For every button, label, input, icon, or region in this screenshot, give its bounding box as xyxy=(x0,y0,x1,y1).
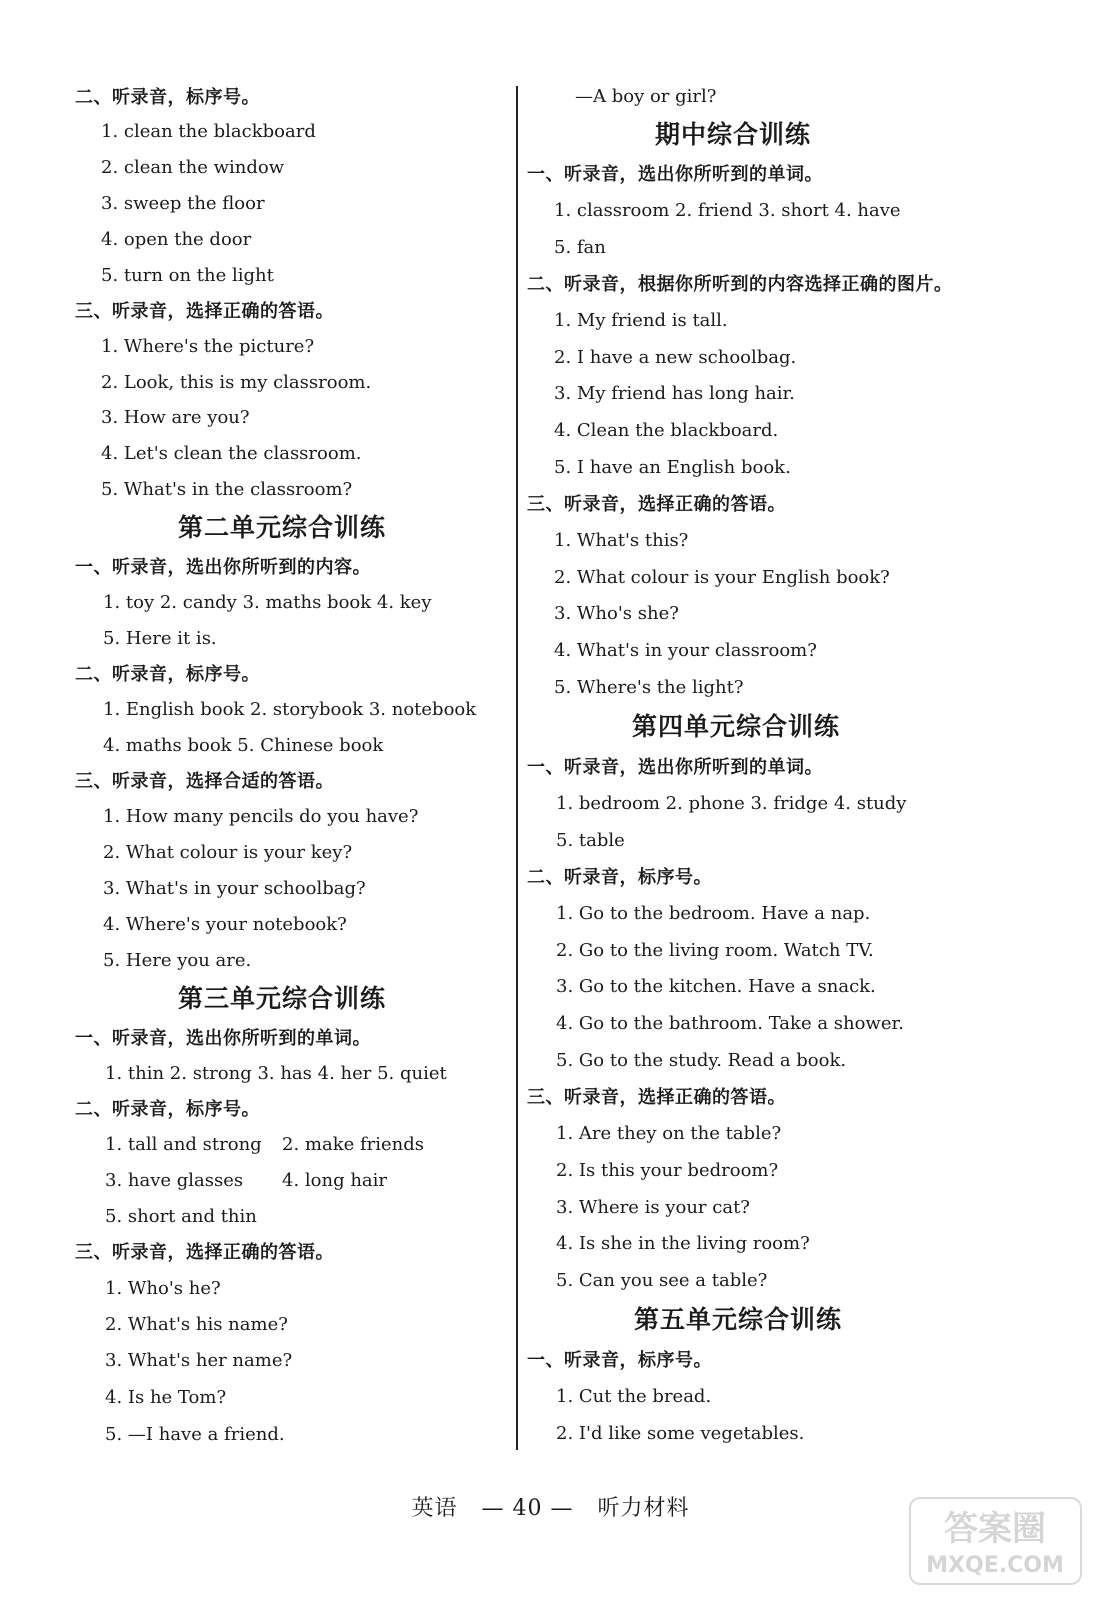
section-heading: 一、听录音，标序号。 xyxy=(527,1350,712,1371)
list-item: 5. Where's the light? xyxy=(554,677,744,698)
section-heading: 二、听录音，标序号。 xyxy=(75,1099,260,1120)
list-item: 4. Is he Tom? xyxy=(105,1387,227,1408)
section-heading: 三、听录音，选择合适的答语。 xyxy=(75,771,334,792)
list-item: 3. How are you? xyxy=(101,407,250,428)
list-item: 4. Where's your notebook? xyxy=(103,914,347,935)
list-item: 4. open the door xyxy=(101,229,252,250)
unit-title: 第四单元综合训练 xyxy=(632,712,841,741)
section-heading: 一、听录音，选出你所听到的单词。 xyxy=(527,164,823,185)
section-heading: 三、听录音，选择正确的答语。 xyxy=(527,494,786,515)
list-item: 5. Go to the study. Read a book. xyxy=(556,1050,847,1071)
list-item: 1. Go to the bedroom. Have a nap. xyxy=(556,903,871,924)
list-item: 2. Is this your bedroom? xyxy=(556,1160,779,1181)
list-item: 4. Is she in the living room? xyxy=(556,1233,810,1254)
section-heading: 三、听录音，选择正确的答语。 xyxy=(75,1242,334,1263)
section-heading: 一、听录音，选出你所听到的内容。 xyxy=(75,557,371,578)
list-item: 5. table xyxy=(556,830,625,851)
watermark-logo xyxy=(908,1496,1083,1586)
section-heading: 二、听录音，根据你所听到的内容选择正确的图片。 xyxy=(527,274,953,295)
list-item: 5. short and thin xyxy=(105,1206,257,1227)
list-item: 5. Here it is. xyxy=(103,628,217,649)
list-item: 5. —I have a friend. xyxy=(105,1424,285,1445)
section-heading: 二、听录音，标序号。 xyxy=(75,87,260,108)
list-item: 2. I have a new schoolbag. xyxy=(554,347,797,368)
list-item: 3. Who's she? xyxy=(554,603,679,624)
list-item: 5. What's in the classroom? xyxy=(101,479,353,500)
list-item: 1. toy 2. candy 3. maths book 4. key xyxy=(103,592,432,613)
list-item: 1. How many pencils do you have? xyxy=(103,806,419,827)
list-item: 1. What's this? xyxy=(554,530,689,551)
svg-text:MXQE.COM: MXQE.COM xyxy=(926,1553,1064,1578)
list-item: 3. What's her name? xyxy=(105,1350,293,1371)
list-item: 4. Go to the bathroom. Take a shower. xyxy=(556,1013,904,1034)
section-heading: 一、听录音，选出你所听到的单词。 xyxy=(75,1028,371,1049)
list-item: 4. long hair xyxy=(282,1170,388,1191)
list-item: 4. maths book 5. Chinese book xyxy=(103,735,384,756)
column-divider xyxy=(516,86,518,1450)
list-item: 1. tall and strong xyxy=(105,1134,262,1155)
list-item: 2. What colour is your key? xyxy=(103,842,353,863)
list-item: 4. What's in your classroom? xyxy=(554,640,817,661)
section-heading: 二、听录音，标序号。 xyxy=(527,867,712,888)
section-heading: 三、听录音，选择正确的答语。 xyxy=(527,1087,786,1108)
list-item: 2. clean the window xyxy=(101,157,285,178)
list-item: 2. Go to the living room. Watch TV. xyxy=(556,940,874,961)
list-item: 5. Can you see a table? xyxy=(556,1270,768,1291)
list-item: 2. What's his name? xyxy=(105,1314,288,1335)
list-item: 1. My friend is tall. xyxy=(554,310,728,331)
list-item: 3. sweep the floor xyxy=(101,193,265,214)
list-item: 1. Cut the bread. xyxy=(556,1386,712,1407)
list-item: 3. Where is your cat? xyxy=(556,1197,750,1218)
list-item: 1. classroom 2. friend 3. short 4. have xyxy=(554,200,901,221)
section-heading: 三、听录音，选择正确的答语。 xyxy=(75,301,334,322)
list-item: 2. I'd like some vegetables. xyxy=(556,1423,805,1444)
unit-title: 第三单元综合训练 xyxy=(178,984,387,1013)
list-item: 1. thin 2. strong 3. has 4. her 5. quiet xyxy=(105,1063,447,1084)
list-item: 2. make friends xyxy=(282,1134,425,1155)
footer-subject: 英语 xyxy=(411,1496,458,1521)
list-item: —A boy or girl? xyxy=(575,86,717,107)
list-item: 1. bedroom 2. phone 3. fridge 4. study xyxy=(556,793,907,814)
unit-title: 期中综合训练 xyxy=(655,120,812,149)
list-item: 5. I have an English book. xyxy=(554,457,791,478)
list-item: 3. Go to the kitchen. Have a snack. xyxy=(556,976,876,997)
list-item: 5. fan xyxy=(554,237,606,258)
list-item: 2. What colour is your English book? xyxy=(554,567,890,588)
list-item: 4. Let's clean the classroom. xyxy=(101,443,362,464)
page-number: — 40 — xyxy=(481,1496,574,1521)
list-item: 1. Are they on the table? xyxy=(556,1123,782,1144)
list-item: 3. What's in your schoolbag? xyxy=(103,878,366,899)
list-item: 1. English book 2. storybook 3. notebook xyxy=(103,699,477,720)
list-item: 3. My friend has long hair. xyxy=(554,383,795,404)
list-item: 3. have glasses xyxy=(105,1170,244,1191)
list-item: 4. Clean the blackboard. xyxy=(554,420,779,441)
list-item: 1. Who's he? xyxy=(105,1278,221,1299)
unit-title: 第二单元综合训练 xyxy=(178,513,387,542)
list-item: 5. Here you are. xyxy=(103,950,252,971)
list-item: 1. Where's the picture? xyxy=(101,336,315,357)
list-item: 1. clean the blackboard xyxy=(101,121,316,142)
list-item: 2. Look, this is my classroom. xyxy=(101,372,372,393)
svg-text:答案圈: 答案圈 xyxy=(944,1509,1046,1549)
unit-title: 第五单元综合训练 xyxy=(634,1305,843,1334)
footer-label: 听力材料 xyxy=(597,1496,690,1521)
section-heading: 一、听录音，选出你所听到的单词。 xyxy=(527,757,823,778)
section-heading: 二、听录音，标序号。 xyxy=(75,664,260,685)
list-item: 5. turn on the light xyxy=(101,265,274,286)
